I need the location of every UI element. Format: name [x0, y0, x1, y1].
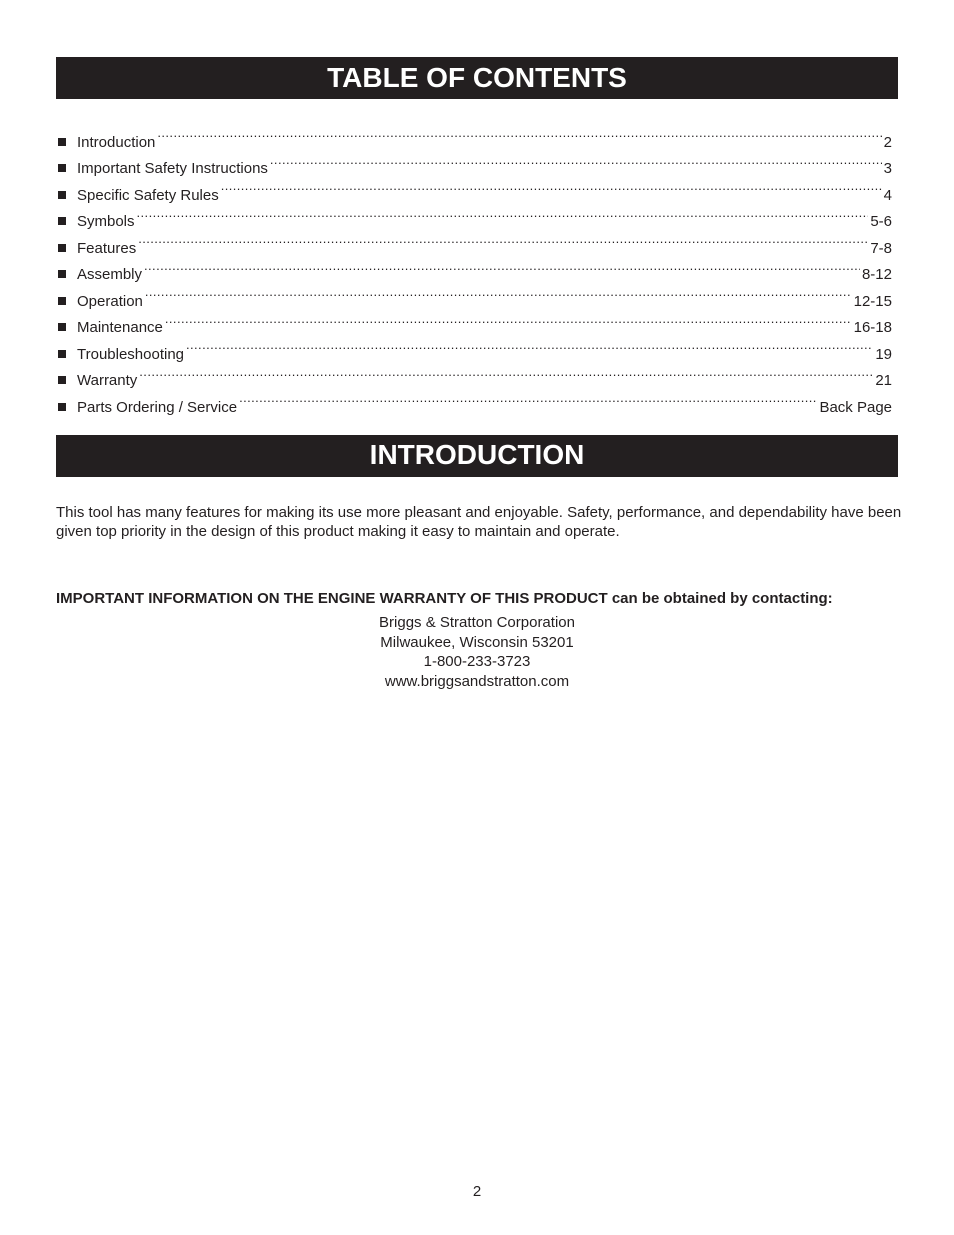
toc-dot-leader: [144, 253, 860, 280]
square-bullet-icon: [58, 270, 66, 278]
toc-dot-leader: [157, 120, 881, 147]
toc-dot-leader: [137, 200, 869, 227]
toc-item-parts-ordering-service[interactable]: [56, 385, 892, 416]
toc-item-label: Introduction: [77, 133, 156, 151]
square-bullet-icon: [58, 297, 66, 305]
toc-item-warranty[interactable]: [56, 359, 892, 389]
toc-item-page: 5-6: [870, 213, 892, 230]
square-bullet-icon: [58, 350, 66, 358]
toc-item-symbols[interactable]: [56, 200, 892, 230]
toc-item-label: Symbols: [77, 213, 135, 230]
page-number: 2: [472, 1183, 482, 1200]
toc-item-important-safety-instructions[interactable]: [56, 147, 892, 177]
square-bullet-icon: [58, 376, 66, 384]
contact-address: Milwaukee, Wisconsin 53201: [380, 633, 574, 651]
toc-dot-leader: [145, 279, 852, 306]
square-bullet-icon: [58, 323, 66, 331]
toc-item-label: Operation: [77, 292, 143, 310]
contact-phone: 1-800-233-3723: [423, 653, 531, 671]
toc-item-label: Important Safety Instructions: [77, 160, 268, 177]
toc-item-page: 19: [875, 345, 892, 363]
toc-dot-leader: [270, 147, 882, 174]
square-bullet-icon: [58, 217, 66, 225]
toc-item-label: Features: [77, 239, 137, 257]
square-bullet-icon: [58, 164, 66, 172]
toc-item-maintenance[interactable]: [56, 306, 892, 336]
toc-item-page: 12-15: [853, 292, 892, 310]
toc-heading: TABLE OF CONTENTS: [56, 57, 898, 99]
toc-item-label: Maintenance: [77, 319, 163, 336]
introduction-heading: INTRODUCTION: [56, 435, 898, 477]
toc-dot-leader: [165, 306, 852, 333]
toc-item-page: 16-18: [853, 319, 892, 336]
contact-block: [56, 613, 898, 692]
toc-item-label: Parts Ordering / Service: [77, 398, 238, 416]
toc-dot-leader: [239, 385, 817, 412]
toc-item-features[interactable]: [56, 226, 892, 257]
toc-dot-leader: [186, 332, 873, 359]
toc-item-introduction[interactable]: [56, 120, 892, 151]
contact-company: Briggs & Stratton Corporation: [379, 614, 575, 631]
toc-item-page: 2: [883, 133, 892, 151]
toc-item-assembly[interactable]: [56, 253, 892, 283]
toc-item-page: 4: [883, 186, 892, 204]
toc-item-operation[interactable]: [56, 279, 892, 310]
toc-item-label: Assembly: [77, 266, 143, 283]
toc-item-page: 7-8: [870, 239, 892, 257]
toc-item-page: 8-12: [861, 266, 892, 283]
toc-item-troubleshooting[interactable]: [56, 332, 892, 363]
toc-item-page: 3: [883, 160, 892, 177]
toc-dot-leader: [221, 173, 882, 200]
toc-list: [56, 120, 892, 416]
toc-dot-leader: [139, 359, 873, 386]
toc-item-page: Back Page: [819, 398, 892, 416]
toc-item-label: Specific Safety Rules: [77, 186, 219, 204]
square-bullet-icon: [58, 403, 66, 411]
contact-website[interactable]: www.briggsandstratton.com: [384, 673, 570, 691]
square-bullet-icon: [58, 138, 66, 146]
engine-warranty-note: IMPORTANT INFORMATION ON THE ENGINE WARRANTY OF THIS PRODUCT can be obtained by contacting:: [56, 590, 833, 607]
square-bullet-icon: [58, 244, 66, 252]
toc-item-label: Warranty: [77, 372, 138, 389]
square-bullet-icon: [58, 191, 66, 199]
toc-dot-leader: [138, 226, 868, 253]
toc-item-label: Troubleshooting: [77, 345, 185, 363]
introduction-paragraph: This tool has many features for making its use more pleasant and enjoyable. Safety, performance, and dependability have been given top priority in the design of this product making it easy to maintain and operate.: [56, 504, 902, 540]
toc-item-page: 21: [875, 372, 892, 389]
